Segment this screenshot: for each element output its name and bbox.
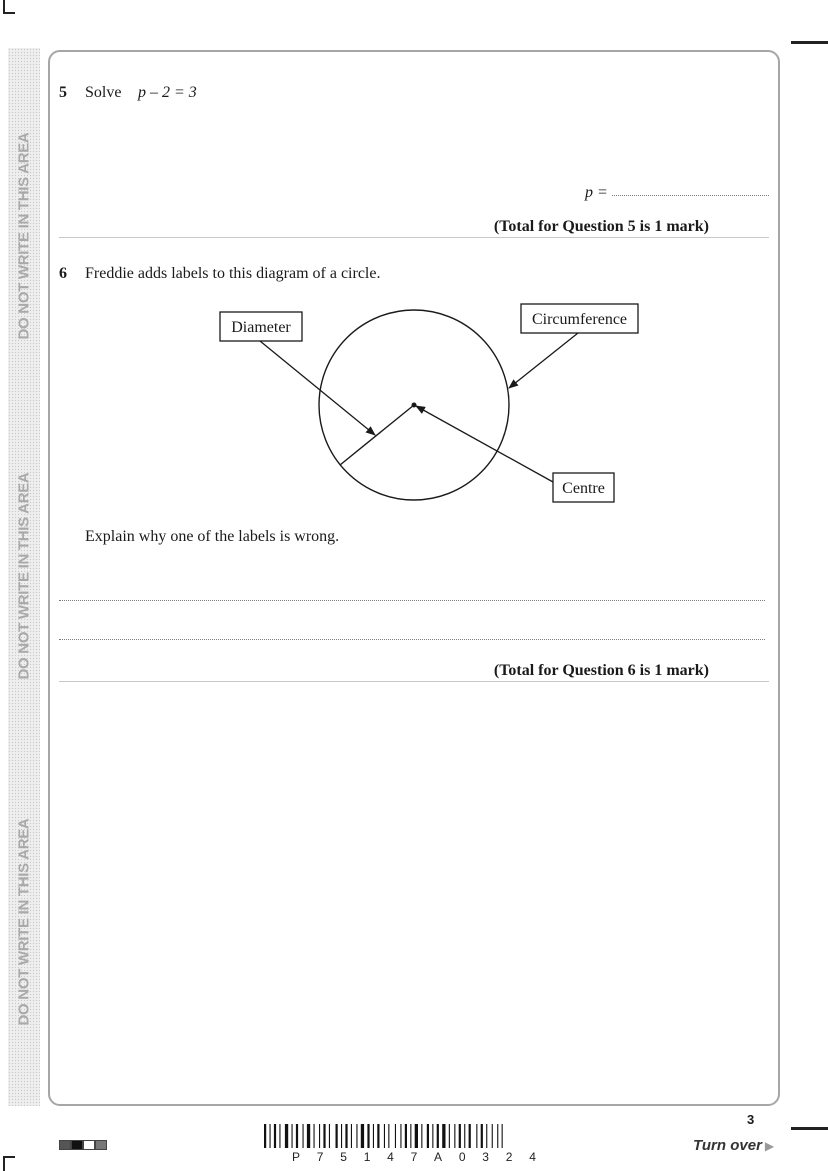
- corner-mark-bottom-left-h: [3, 1156, 15, 1158]
- radius-line: [340, 405, 414, 465]
- barcode-bar: [481, 1124, 483, 1148]
- barcode-bar: [270, 1124, 271, 1148]
- page-frame: [48, 50, 780, 1106]
- barcode-bar: [307, 1124, 310, 1148]
- barcode-bar: [285, 1124, 288, 1148]
- centre-label: Centre: [562, 480, 605, 497]
- barcode-bar: [442, 1124, 445, 1148]
- barcode-text: [264, 1150, 564, 1164]
- barcode-bar: [356, 1124, 357, 1148]
- barcode-char: 5: [340, 1150, 347, 1164]
- barcode-bar: [469, 1124, 471, 1148]
- barcode-char: 4: [529, 1150, 536, 1164]
- corner-mark-bottom-right: [791, 1127, 828, 1130]
- question-5-answer-line[interactable]: [612, 195, 769, 196]
- barcode-char: 7: [410, 1150, 418, 1164]
- barcode-bar: [303, 1124, 304, 1148]
- question-6-prompt: Freddie adds labels to this diagram of a circle.: [85, 265, 381, 282]
- question-5-number: 5: [59, 84, 67, 101]
- barcode-bar: [341, 1124, 342, 1148]
- barcode-bar: [449, 1124, 450, 1148]
- barcode-char: P: [292, 1150, 301, 1164]
- barcode-char: 3: [482, 1150, 489, 1164]
- barcode-bar: [410, 1124, 411, 1148]
- barcode-bar: [395, 1124, 396, 1148]
- footer-marker-squares: [59, 1140, 107, 1150]
- barcode-bar: [486, 1124, 487, 1148]
- barcode-char: A: [434, 1150, 443, 1164]
- corner-mark-bottom-left: [3, 1156, 5, 1171]
- barcode-char: 7: [316, 1150, 324, 1164]
- barcode-bar: [437, 1124, 439, 1148]
- circumference-label: Circumference: [531, 311, 628, 328]
- barcode-bar: [421, 1124, 422, 1148]
- barcode-bar: [377, 1124, 379, 1148]
- barcode-bar: [459, 1124, 461, 1148]
- question-5-answer-label: p =: [585, 184, 608, 201]
- question-5-total: (Total for Question 5 is 1 mark): [493, 218, 709, 235]
- barcode-bar: [400, 1124, 401, 1148]
- barcode-bar: [388, 1124, 389, 1148]
- barcode-bar: [497, 1124, 498, 1148]
- barcode-bar: [279, 1124, 280, 1148]
- barcode-bar: [384, 1124, 385, 1148]
- barcode-bar: [329, 1124, 330, 1148]
- barcode: [264, 1124, 564, 1148]
- circle-diagram: [210, 300, 650, 515]
- page-number: 3: [747, 1112, 755, 1127]
- barcode-char: 0: [458, 1150, 466, 1164]
- barcode-bar: [367, 1124, 369, 1148]
- barcode-bar: [464, 1124, 465, 1148]
- question-5-separator: [59, 237, 769, 238]
- barcode-bar: [373, 1124, 374, 1148]
- barcode-bar: [492, 1124, 493, 1148]
- circumference-arrow: [509, 333, 578, 388]
- centre-point: [412, 403, 417, 408]
- corner-mark-top-left-h: [3, 12, 15, 14]
- barcode-bar: [351, 1124, 352, 1148]
- diameter-label: Diameter: [231, 319, 291, 336]
- barcode-bar: [427, 1124, 429, 1148]
- barcode-bar: [264, 1124, 266, 1148]
- barcode-bar: [323, 1124, 325, 1148]
- barcode-char: 2: [505, 1150, 513, 1164]
- barcode-char: 1: [363, 1150, 371, 1164]
- question-5-equation: p – 2 = 3: [138, 84, 197, 101]
- barcode-char: 4: [387, 1150, 394, 1164]
- answer-line-2[interactable]: [59, 639, 765, 640]
- barcode-bar: [361, 1124, 364, 1148]
- barcode-bar: [296, 1124, 298, 1148]
- question-6-number: 6: [59, 265, 67, 282]
- question-6-separator: [59, 681, 769, 682]
- question-5-prompt: Solve: [85, 84, 122, 101]
- barcode-bar: [476, 1124, 477, 1148]
- question-6-instruction: Explain why one of the labels is wrong.: [85, 528, 340, 545]
- diameter-arrow: [260, 341, 375, 435]
- barcode-bar: [336, 1124, 338, 1148]
- barcode-bar: [405, 1124, 407, 1148]
- barcode-bar: [319, 1124, 320, 1148]
- barcode-bar: [415, 1124, 418, 1148]
- question-6-total: (Total for Question 6 is 1 mark): [493, 662, 709, 679]
- barcode-bar: [432, 1124, 433, 1148]
- centre-arrow: [416, 406, 553, 482]
- corner-mark-top-right: [791, 41, 828, 44]
- barcode-bar: [454, 1124, 455, 1148]
- barcode-bar: [292, 1124, 293, 1148]
- barcode-bar: [274, 1124, 276, 1148]
- turn-over-text: [693, 1137, 774, 1154]
- answer-line-1[interactable]: [59, 600, 765, 601]
- triangle-right-icon: ▶: [764, 1139, 775, 1153]
- turn-over-label: Turn over: [693, 1137, 762, 1154]
- barcode-bar: [502, 1124, 503, 1148]
- barcode-bar: [345, 1124, 347, 1148]
- barcode-bar: [314, 1124, 315, 1148]
